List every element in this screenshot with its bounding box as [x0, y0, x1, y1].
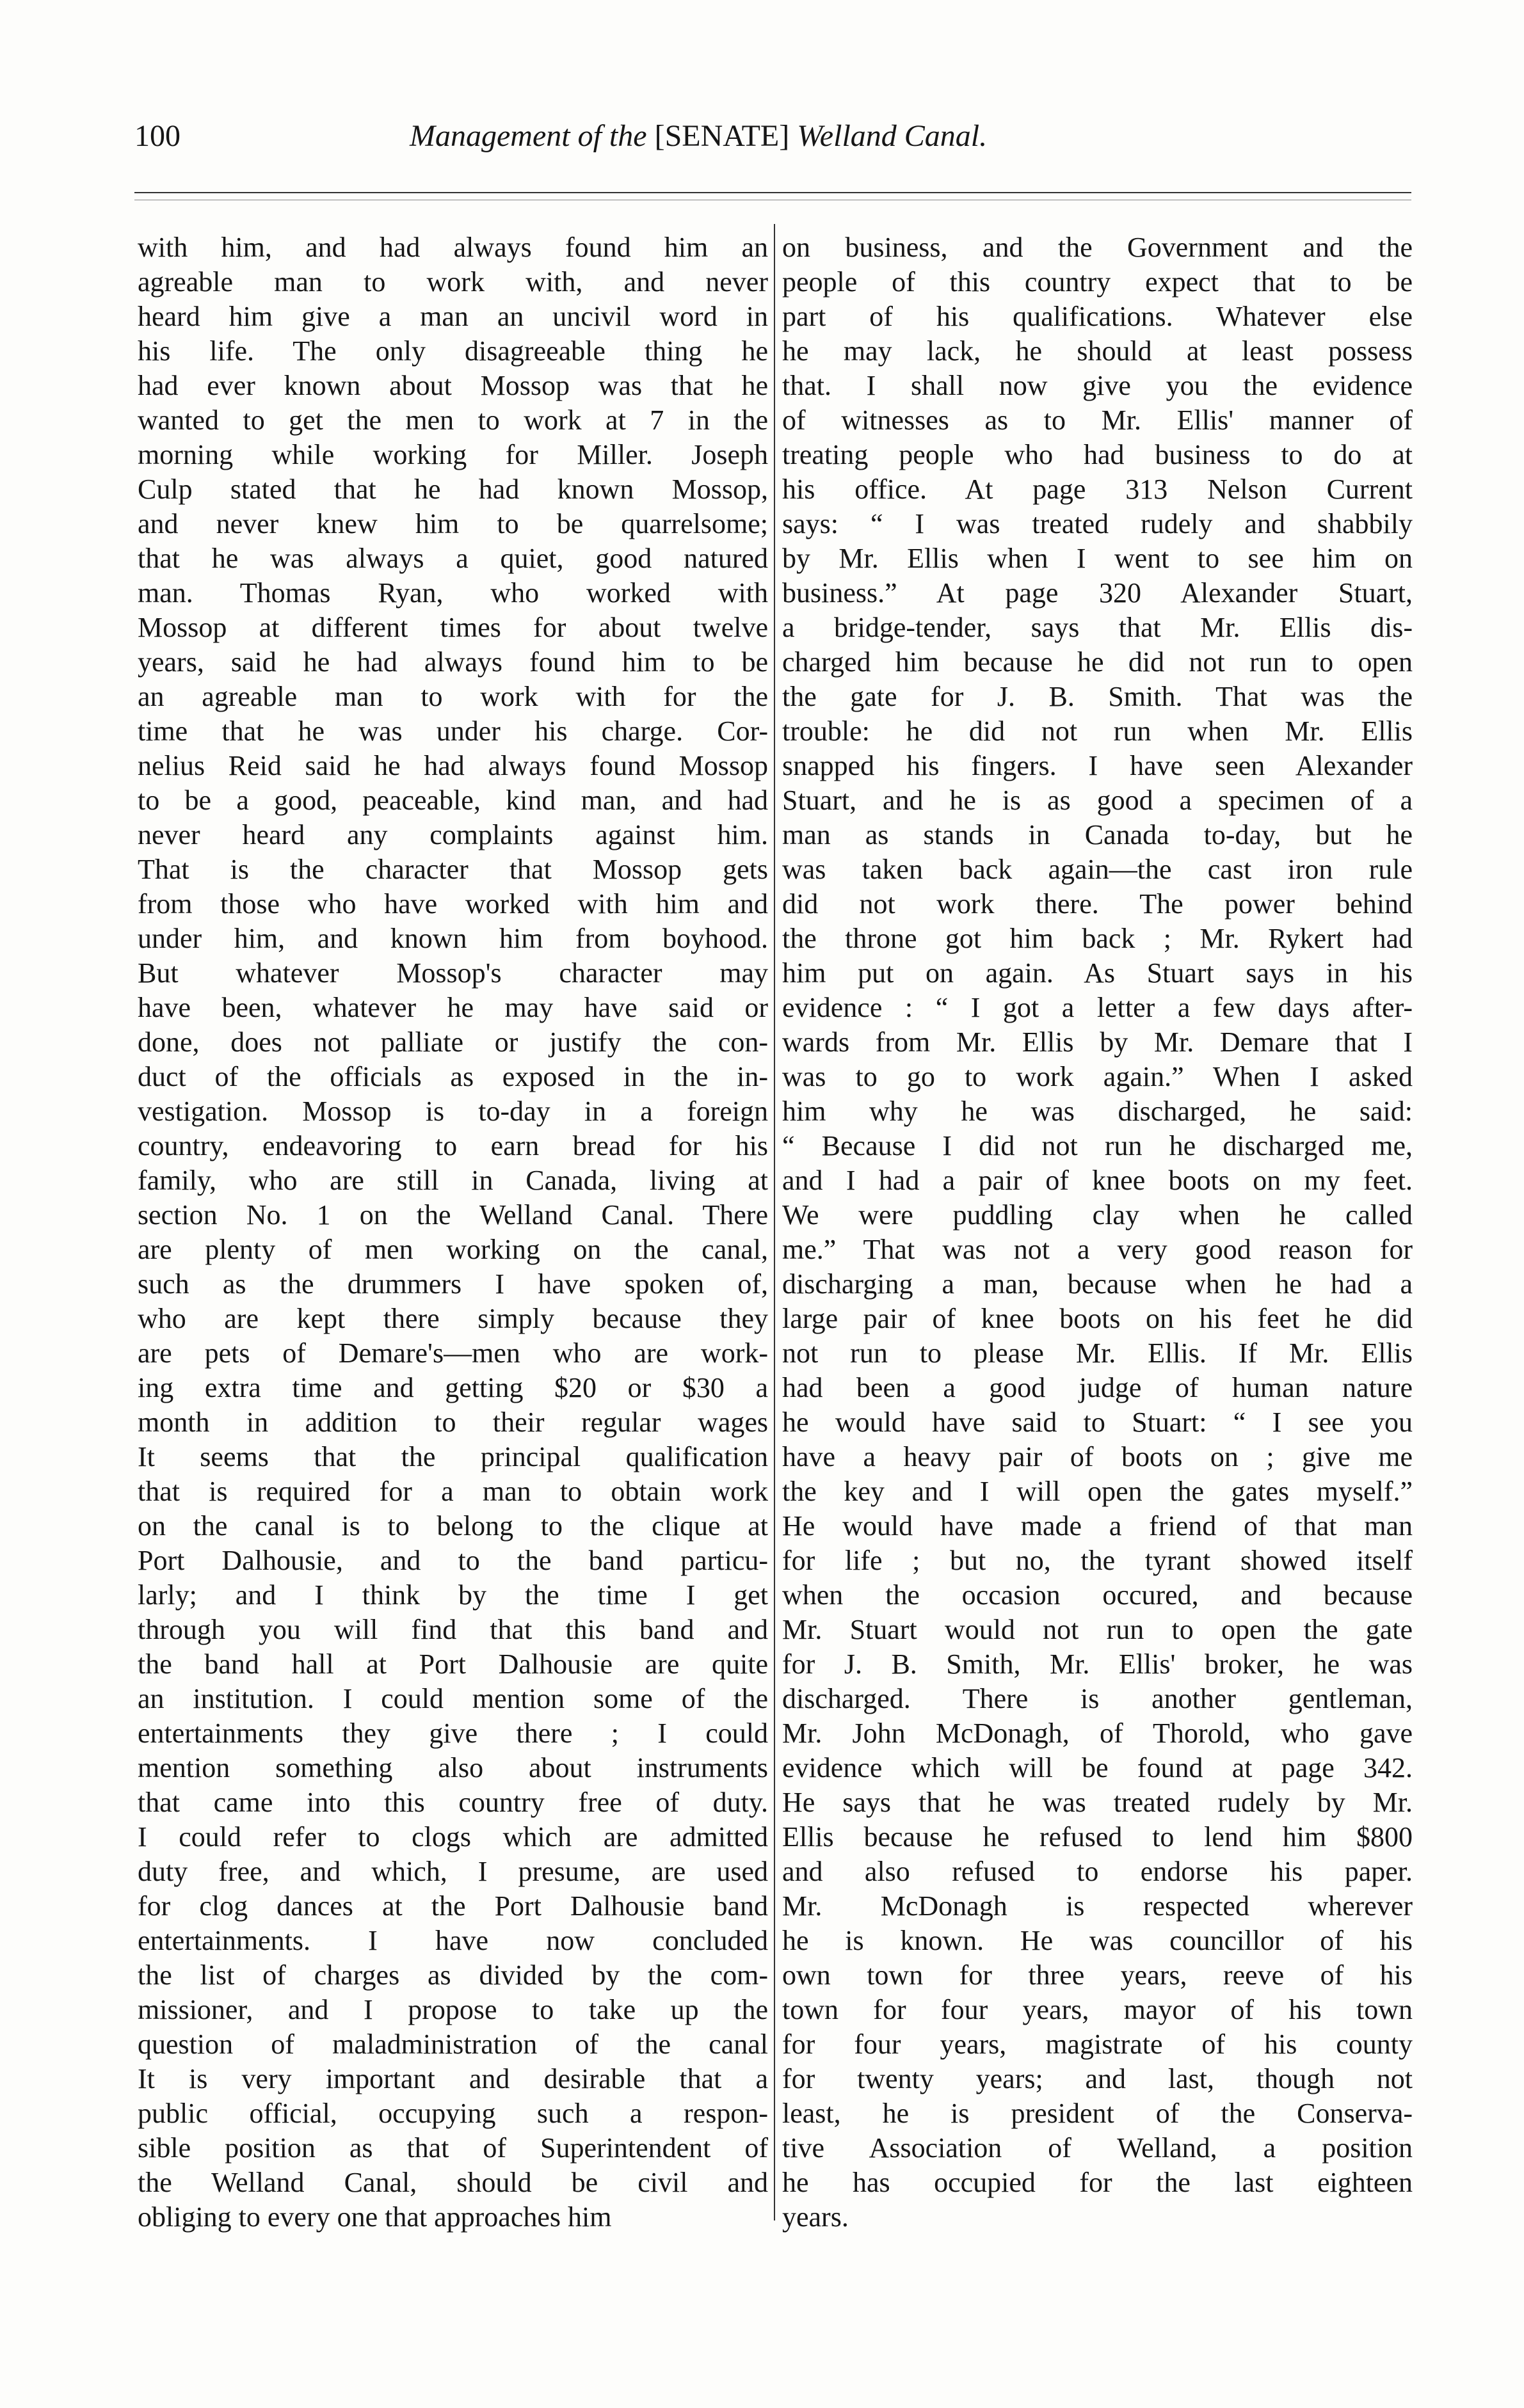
text-line: own town for three years, reeve of his	[782, 1959, 1413, 1991]
text-line: who are kept there simply because they	[138, 1303, 768, 1334]
text-line: had been a good judge of human nature	[782, 1372, 1413, 1403]
text-line: Ellis because he refused to lend him $800	[782, 1821, 1413, 1853]
text-line: and I had a pair of knee boots on my feet.	[782, 1165, 1413, 1196]
text-line: Stuart, and he is as good a specimen of a	[782, 785, 1413, 816]
text-line: was taken back again—the cast iron rule	[782, 854, 1413, 885]
text-line: was to go to work again.” When I asked	[782, 1061, 1413, 1092]
header-rule	[134, 192, 1411, 193]
text-line: nelius Reid said he had always found Mossop	[138, 750, 768, 781]
text-line: morning while working for Miller. Joseph	[138, 439, 768, 470]
text-line: him put on again. As Stuart says in his	[782, 957, 1413, 989]
text-line: that. I shall now give you the evidence	[782, 370, 1413, 401]
text-line: to be a good, peaceable, kind man, and had	[138, 785, 768, 816]
text-line: did not work there. The power behind	[782, 888, 1413, 920]
text-line: month in addition to their regular wages	[138, 1407, 768, 1438]
text-line: public official, occupying such a respon-	[138, 2098, 768, 2129]
text-line: never heard any complaints against him.	[138, 819, 768, 850]
text-line: had ever known about Mossop was that he	[138, 370, 768, 401]
right-column	[782, 230, 1413, 2235]
text-line: section No. 1 on the Welland Canal. There	[138, 1199, 768, 1231]
text-line: wanted to get the men to work at 7 in the	[138, 404, 768, 436]
text-line: tive Association of Welland, a position	[782, 2132, 1413, 2164]
text-line: the gate for J. B. Smith. That was the	[782, 681, 1413, 712]
text-line: missioner, and I propose to take up the	[138, 1994, 768, 2025]
text-line: evidence : “ I got a letter a few days after-	[782, 992, 1413, 1023]
text-line: discharged. There is another gentleman,	[782, 1683, 1413, 1714]
text-line: he would have said to Stuart: “ I see you	[782, 1407, 1413, 1438]
text-line: of witnesses as to Mr. Ellis' manner of	[782, 404, 1413, 436]
text-line: duty free, and which, I presume, are used	[138, 1856, 768, 1887]
text-line: that came into this country free of duty.	[138, 1787, 768, 1818]
text-line: and also refused to endorse his paper.	[782, 1856, 1413, 1887]
text-line: on the canal is to belong to the clique at	[138, 1510, 768, 1542]
text-line: the Welland Canal, should be civil and	[138, 2167, 768, 2198]
text-line: Culp stated that he had known Mossop,	[138, 474, 768, 505]
text-line: obliging to every one that approaches him	[138, 2201, 612, 2233]
text-line: agreable man to work with, and never	[138, 266, 768, 298]
text-line: me.” That was not a very good reason for	[782, 1234, 1413, 1265]
text-line: snapped his fingers. I have seen Alexander	[782, 750, 1413, 781]
text-line: charged him because he did not run to open	[782, 646, 1413, 678]
text-line: family, who are still in Canada, living at	[138, 1165, 768, 1196]
text-line: and never knew him to be quarrelsome;	[138, 508, 768, 539]
running-head-part3: Welland Canal.	[797, 119, 988, 153]
text-line: It is very important and desirable that a	[138, 2063, 768, 2094]
text-line: question of maladministration of the canal	[138, 2029, 768, 2060]
text-line: him why he was discharged, he said:	[782, 1096, 1413, 1127]
text-line: years.	[782, 2201, 849, 2233]
text-line: for J. B. Smith, Mr. Ellis' broker, he was	[782, 1648, 1413, 1680]
text-line: on business, and the Government and the	[782, 232, 1413, 263]
text-line: Mossop at different times for about twelve	[138, 612, 768, 643]
text-line: from those who have worked with him and	[138, 888, 768, 920]
page-header	[134, 114, 1389, 159]
running-head	[410, 114, 987, 159]
text-line: his office. At page 313 Nelson Current	[782, 474, 1413, 505]
running-head-part1: Management of the	[410, 119, 647, 153]
text-line: He says that he was treated rudely by Mr.	[782, 1787, 1413, 1818]
text-line: man as stands in Canada to-day, but he	[782, 819, 1413, 850]
text-line: Mr. John McDonagh, of Thorold, who gave	[782, 1718, 1413, 1749]
text-line: We were puddling clay when he called	[782, 1199, 1413, 1231]
text-line: treating people who had business to do at	[782, 439, 1413, 470]
text-line: He would have made a friend of that man	[782, 1510, 1413, 1542]
text-line: That is the character that Mossop gets	[138, 854, 768, 885]
text-line: he has occupied for the last eighteen	[782, 2167, 1413, 2198]
text-line: “ Because I did not run he discharged me,	[782, 1130, 1413, 1161]
text-line: vestigation. Mossop is to-day in a foreign	[138, 1096, 768, 1127]
left-column	[138, 230, 768, 2235]
text-line: evidence which will be found at page 342.	[782, 1752, 1413, 1783]
text-line: time that he was under his charge. Cor-	[138, 715, 768, 747]
text-line: country, endeavoring to earn bread for his	[138, 1130, 768, 1161]
text-line: through you will find that this band and	[138, 1614, 768, 1645]
text-line: entertainments. I have now concluded	[138, 1925, 768, 1956]
text-line: for four years, magistrate of his county	[782, 2029, 1413, 2060]
text-line: he is known. He was councillor of his	[782, 1925, 1413, 1956]
text-line: not run to please Mr. Ellis. If Mr. Ellis	[782, 1337, 1413, 1369]
text-line: says: “ I was treated rudely and shabbily	[782, 508, 1413, 539]
text-line: are plenty of men working on the canal,	[138, 1234, 768, 1265]
text-line: are pets of Demare's—men who are work-	[138, 1337, 768, 1369]
text-line: for life ; but no, the tyrant showed itself	[782, 1545, 1413, 1576]
text-line: entertainments they give there ; I could	[138, 1718, 768, 1749]
text-line: have a heavy pair of boots on ; give me	[782, 1441, 1413, 1472]
text-line: that he was always a quiet, good natured	[138, 543, 768, 574]
text-line: But whatever Mossop's character may	[138, 957, 768, 989]
text-line: business.” At page 320 Alexander Stuart,	[782, 577, 1413, 609]
text-line: the key and I will open the gates myself.”	[782, 1476, 1413, 1507]
text-line: heard him give a man an uncivil word in	[138, 301, 768, 332]
running-head-senate: [SENATE]	[654, 119, 790, 153]
text-line: a bridge-tender, says that Mr. Ellis dis-	[782, 612, 1413, 643]
text-line: It seems that the principal qualification	[138, 1441, 768, 1472]
text-line: sible position as that of Superintendent of	[138, 2132, 768, 2164]
text-line: with him, and had always found him an	[138, 232, 768, 263]
text-line: Mr. Stuart would not run to open the gate	[782, 1614, 1413, 1645]
text-line: Port Dalhousie, and to the band particu-	[138, 1545, 768, 1576]
text-line: years, said he had always found him to be	[138, 646, 768, 678]
text-line: man. Thomas Ryan, who worked with	[138, 577, 768, 609]
text-line: such as the drummers I have spoken of,	[138, 1268, 768, 1300]
text-line: under him, and known him from boyhood.	[138, 923, 768, 954]
text-line: town for four years, mayor of his town	[782, 1994, 1413, 2025]
text-line: an institution. I could mention some of the	[138, 1683, 768, 1714]
text-line: done, does not palliate or justify the con-	[138, 1026, 768, 1058]
text-line: he may lack, he should at least possess	[782, 335, 1413, 367]
text-line: large pair of knee boots on his feet he did	[782, 1303, 1413, 1334]
text-line: that is required for a man to obtain work	[138, 1476, 768, 1507]
text-line: when the occasion occured, and because	[782, 1579, 1413, 1611]
text-line: an agreable man to work with for the	[138, 681, 768, 712]
text-line: wards from Mr. Ellis by Mr. Demare that I	[782, 1026, 1413, 1058]
text-line: have been, whatever he may have said or	[138, 992, 768, 1023]
column-divider	[774, 224, 775, 2221]
text-line: trouble: he did not run when Mr. Ellis	[782, 715, 1413, 747]
text-line: people of this country expect that to be	[782, 266, 1413, 298]
text-line: duct of the officials as exposed in the in-	[138, 1061, 768, 1092]
text-line: the band hall at Port Dalhousie are quite	[138, 1648, 768, 1680]
text-line: I could refer to clogs which are admitted	[138, 1821, 768, 1853]
text-line: the list of charges as divided by the com-	[138, 1959, 768, 1991]
text-line: for twenty years; and last, though not	[782, 2063, 1413, 2094]
text-line: by Mr. Ellis when I went to see him on	[782, 543, 1413, 574]
text-line: the throne got him back ; Mr. Rykert had	[782, 923, 1413, 954]
text-line: his life. The only disagreeable thing he	[138, 335, 768, 367]
text-line: Mr. McDonagh is respected wherever	[782, 1890, 1413, 1922]
text-line: ing extra time and getting $20 or $30 a	[138, 1372, 768, 1403]
text-line: part of his qualifications. Whatever else	[782, 301, 1413, 332]
text-line: for clog dances at the Port Dalhousie band	[138, 1890, 768, 1922]
text-line: discharging a man, because when he had a	[782, 1268, 1413, 1300]
text-line: mention something also about instruments	[138, 1752, 768, 1783]
text-line: least, he is president of the Conserva-	[782, 2098, 1413, 2129]
text-line: larly; and I think by the time I get	[138, 1579, 768, 1611]
page-number: 100	[134, 119, 180, 153]
